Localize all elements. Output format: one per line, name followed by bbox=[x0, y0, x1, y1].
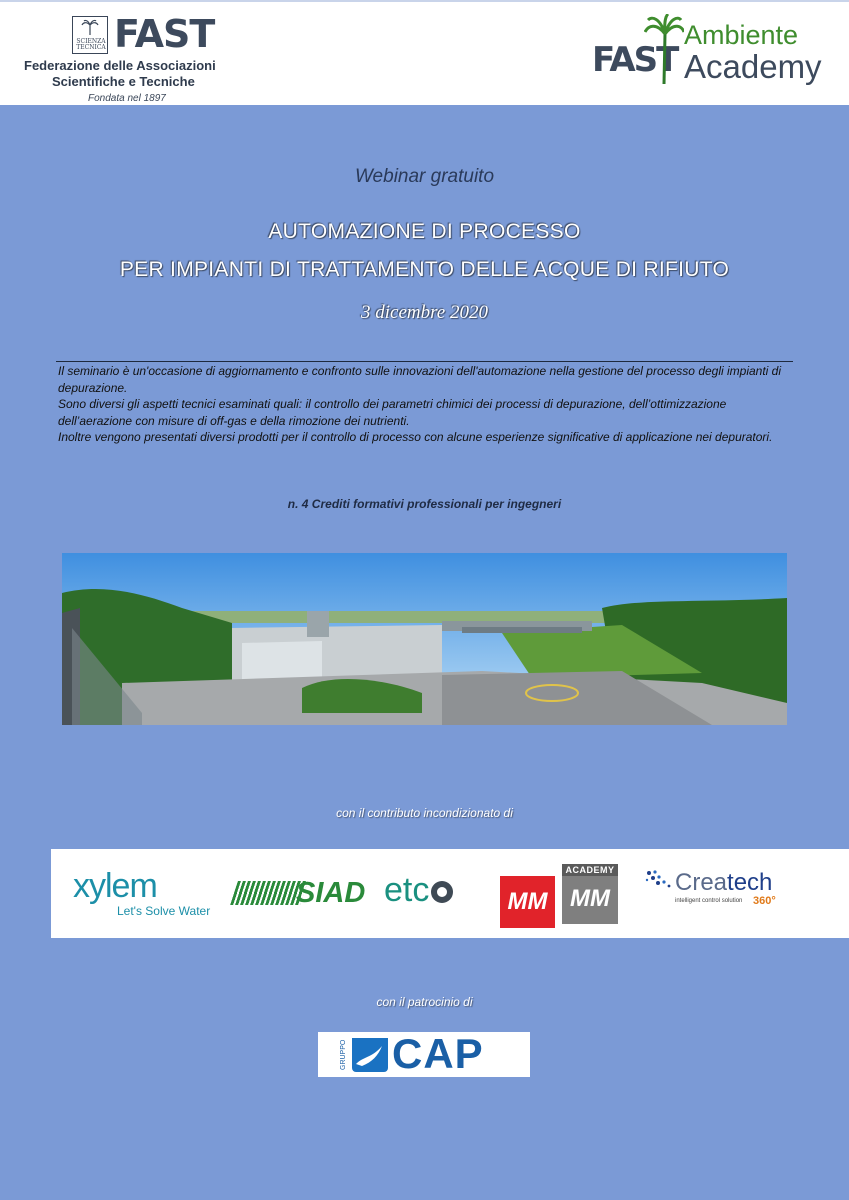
event-kind: Webinar gratuito bbox=[354, 166, 495, 187]
event-description bbox=[58, 363, 793, 446]
header-bar bbox=[0, 0, 849, 105]
cap-wordmark: CAP bbox=[392, 1030, 484, 1077]
federation-name-line1: Federazione delle Associazioni bbox=[24, 58, 216, 73]
createch-tagline: intelligent control solution bbox=[675, 898, 743, 904]
sponsors-heading: con il contributo incondizionato di bbox=[336, 806, 513, 820]
etc-wordmark: etc bbox=[384, 871, 430, 909]
fast-brand: FAST bbox=[114, 12, 215, 56]
etc-logo bbox=[384, 871, 453, 910]
treatment-plant-panorama-image bbox=[62, 553, 787, 725]
event-title-line1: AUTOMAZIONE DI PROCESSO bbox=[268, 220, 581, 243]
palm-tree-icon bbox=[644, 14, 684, 84]
mm-academy-logo bbox=[562, 864, 618, 924]
emblem-text: SCIENZA TECNICA bbox=[76, 38, 106, 51]
founded-note: Fondata nel 1897 bbox=[88, 93, 166, 104]
gruppo-label: GRUPPO bbox=[340, 1039, 347, 1070]
fast-brand-small: FAST bbox=[592, 40, 678, 80]
ambiente-word: Ambiente bbox=[684, 20, 799, 50]
description-paragraph-1: Il seminario è un'occasione di aggiornamento e confronto sulle innovazioni dell'automazione nella gestione del processo degli impianti di depurazione. bbox=[58, 364, 782, 395]
sponsor-logos-strip bbox=[51, 849, 849, 938]
credits-note: n. 4 Crediti formativi professionali per ingegneri bbox=[287, 497, 562, 511]
mm-academy-band: ACADEMY bbox=[562, 864, 618, 876]
federation-name-line2: Scientifiche e Tecniche bbox=[52, 74, 195, 89]
etc-ring-icon bbox=[431, 881, 453, 903]
mm-academy-wordmark: MM bbox=[570, 885, 610, 912]
event-date: 3 dicembre 2020 bbox=[361, 302, 488, 323]
fast-federation-logo bbox=[24, 14, 254, 106]
siad-wordmark: SIAD bbox=[296, 877, 366, 909]
mm-logo: MM bbox=[500, 876, 555, 928]
divider bbox=[56, 361, 793, 362]
xylem-tagline: Let's Solve Water bbox=[117, 904, 211, 918]
createch-name-a: Crea bbox=[675, 869, 728, 896]
createch-wordmark bbox=[675, 869, 772, 897]
event-title-line2: PER IMPIANTI DI TRATTAMENTO DELLE ACQUE DI RIFIUTO bbox=[119, 258, 730, 281]
heron-icon bbox=[352, 1038, 388, 1072]
fast-ambiente-academy-logo bbox=[592, 12, 842, 92]
patronage-heading: con il patrocinio di bbox=[376, 995, 473, 1009]
createch-name-b: tech bbox=[727, 869, 773, 896]
academy-word: Academy bbox=[684, 48, 822, 85]
createch-badge: 360° bbox=[753, 895, 776, 907]
gruppo-cap-logo bbox=[318, 1032, 530, 1077]
xylem-wordmark: xylem bbox=[73, 867, 157, 905]
xylem-logo bbox=[73, 869, 210, 918]
description-paragraph-2: Sono diversi gli aspetti tecnici esaminati quali: il controllo dei parametri chimici dei processi di depurazione, dell’ottimizzazione dell’aerazione con misure di off-gas e della rimozione dei nutrienti. bbox=[58, 397, 727, 428]
siad-logo bbox=[234, 877, 368, 909]
palm-tree-emblem-icon bbox=[72, 16, 108, 54]
createch-dots-icon bbox=[645, 869, 675, 889]
description-paragraph-3: Inoltre vengono presentati diversi prodotti per il controllo di processo con alcune esperienze significative di applicazione nei depuratori. bbox=[58, 430, 773, 444]
